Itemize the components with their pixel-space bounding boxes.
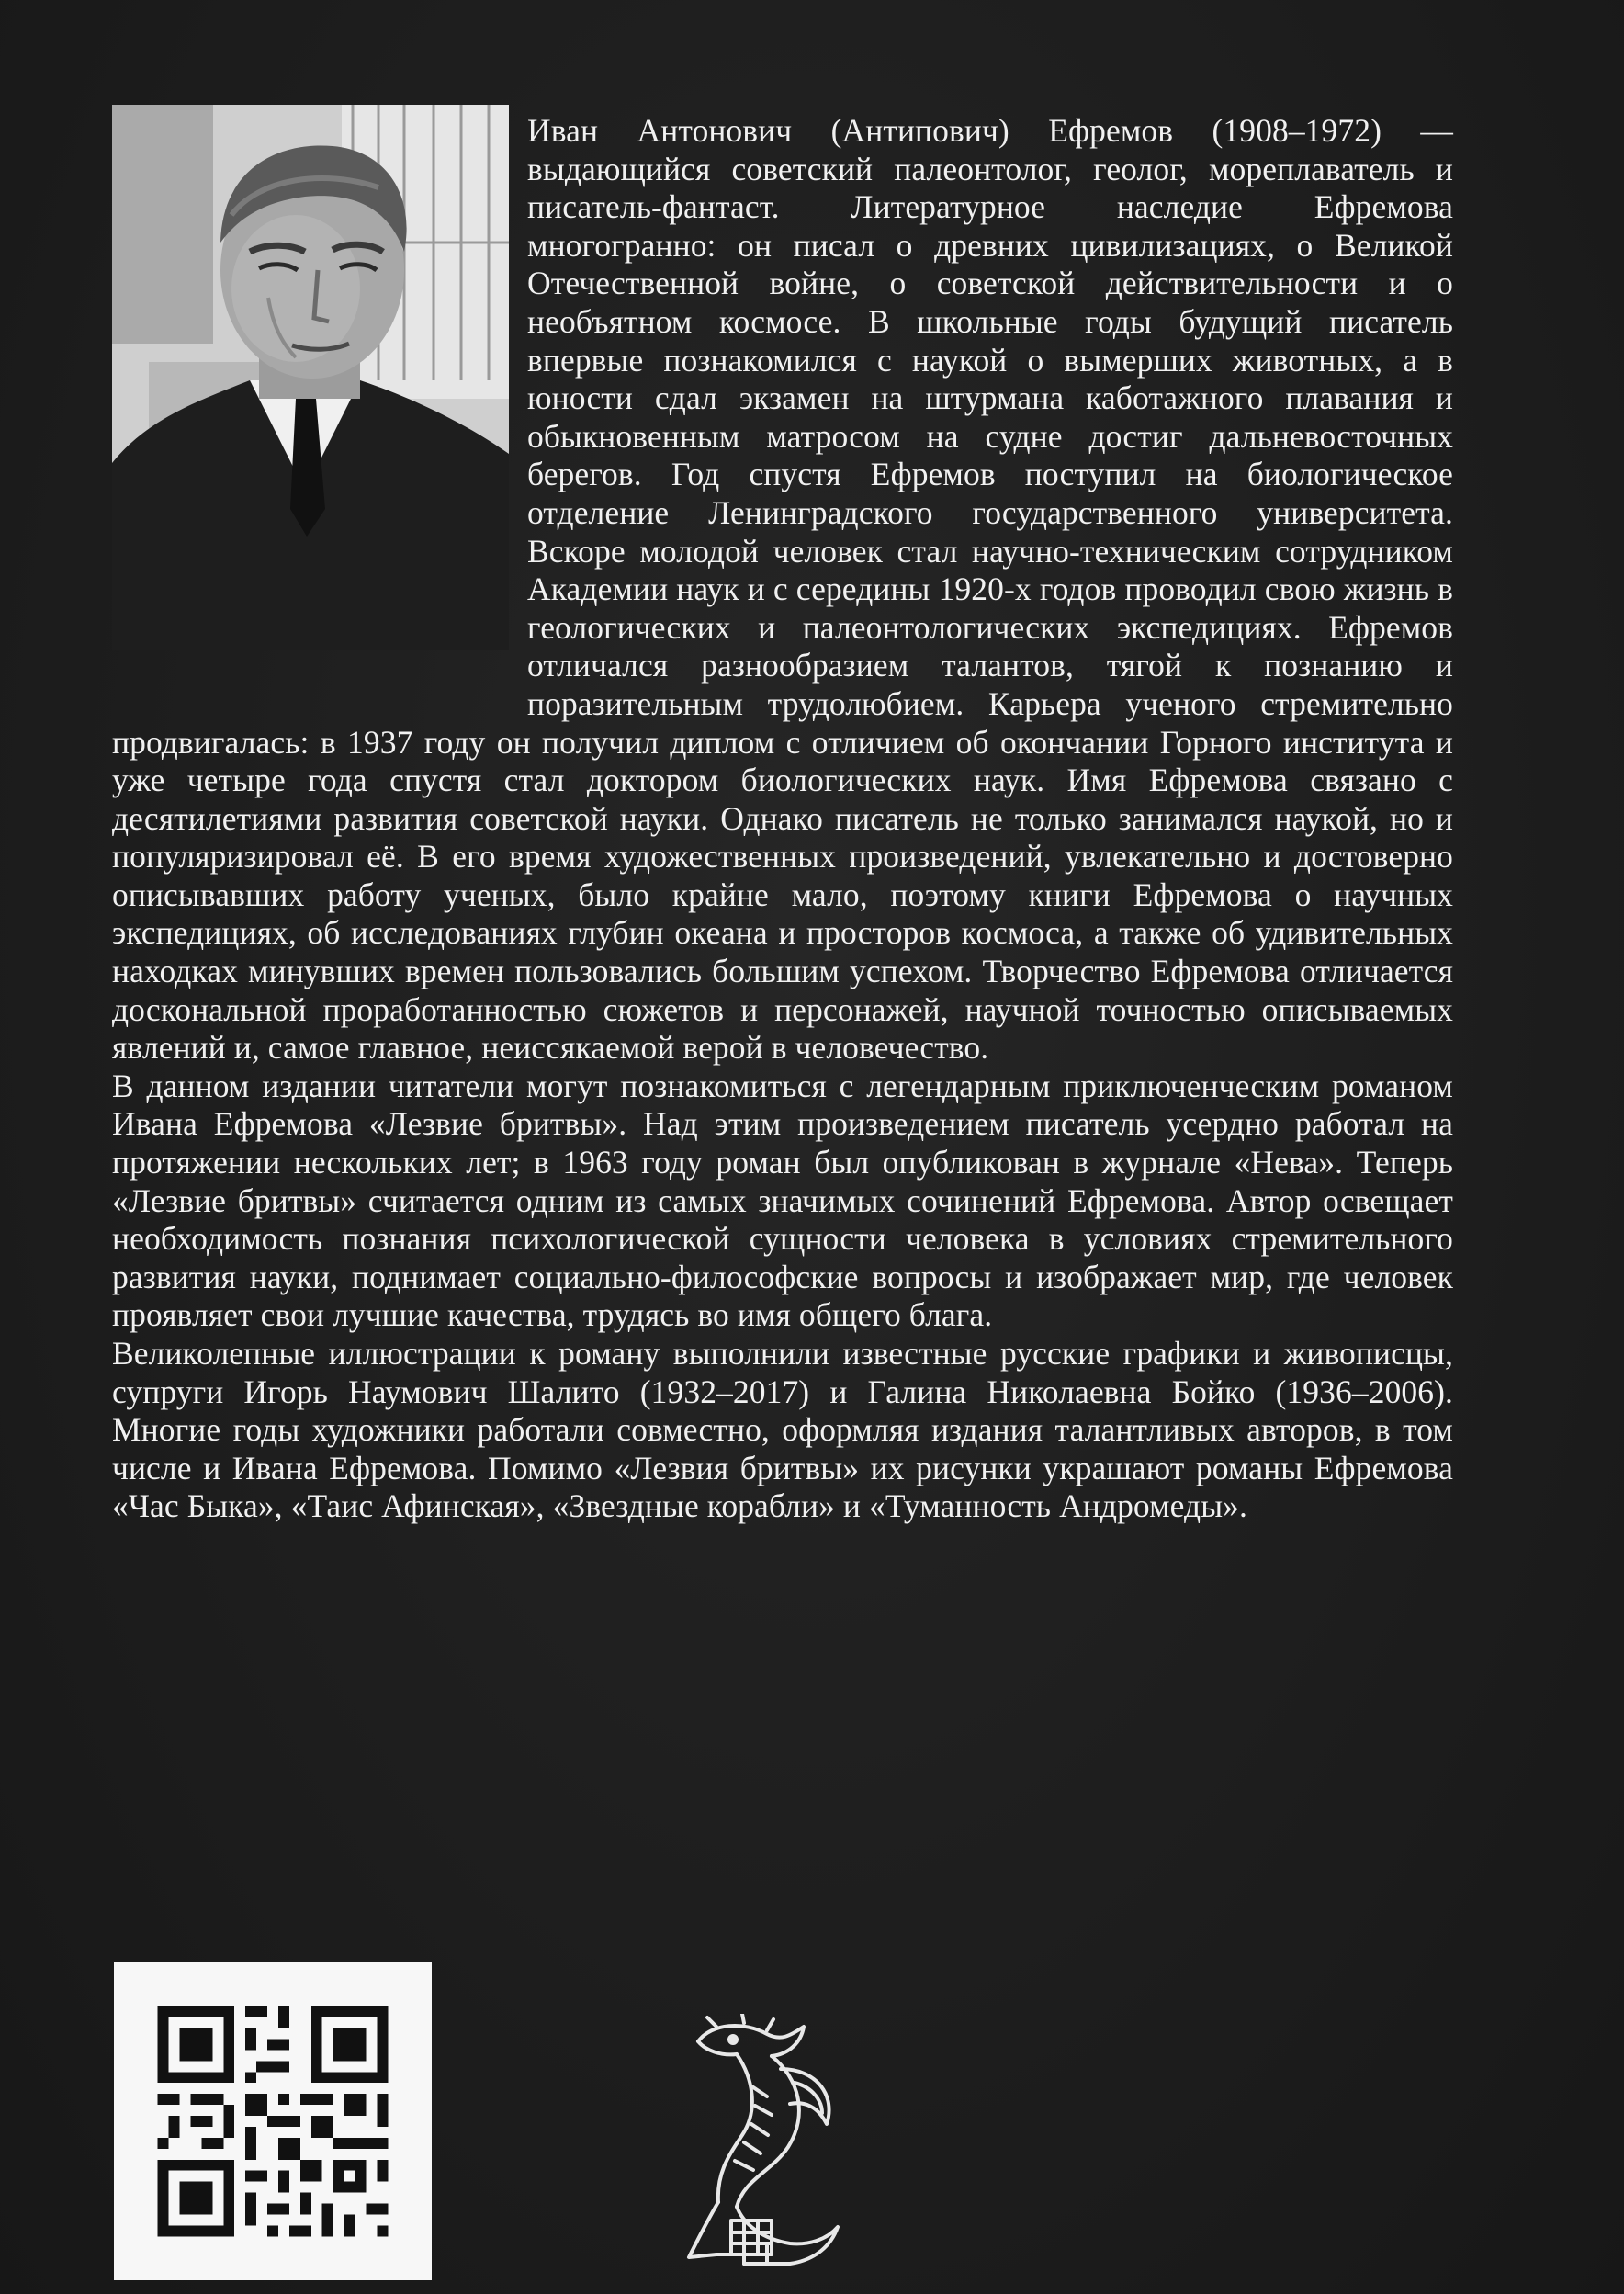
paragraph-illustrators: Великолепные иллюстрации к роману выполнили известные русские графики и живописцы, супруги Игорь Наумович Шалито (1932–2017) и Галина Николаевна Бойко (1936–2006). Многие годы художники работали совместно, оформляя издания талантливых авторов, в том числе и Ивана Ефремова. Помимо «Лезвия бритвы» их рисунки украшают романы Ефремова «Час Быка», «Таис Афинская», «Звездные корабли» и «Туманность Андромеды». [112,1335,1453,1525]
qr-code[interactable] [114,1962,432,2280]
paragraph-novel: В данном издании читатели могут познакомиться с легендарным приключенческим романом Ивана Ефремова «Лезвие бритвы». Над этим произведением писатель усердно работал на протяжении нескольких лет; в 1963 году роман был опубликован в журнале «Нева». Теперь «Лезвие бритвы» считается одним из самых значимых сочинений Ефремова. Автор освещает необходимость познания психологической сущности человека в условиях стремительного развития науки, поднимает социально-философские вопросы и изображает мир, где человек проявляет свои лучшие качества, трудясь во имя общего блага. [112,1067,1453,1334]
description-text [112,112,1453,1526]
portrait-spacer [112,112,527,693]
dragon-logo-icon [680,2014,845,2271]
paragraph-biography: Иван Антонович (Антипович) Ефремов (1908–1972) — выдающийся советский палеонтолог, геолог, мореплаватель и писатель-фантаст. Литературное наследие Ефремова многогранно: он писал о древних цивилизациях, о Великой Отечественной войне, о советской действительности и о необъятном космосе. В школьные годы будущий писатель впервые познакомился с наукой о вымерших животных, а в юности сдал экзамен на штурмана каботажного плавания и обыкновенным матросом на судне достиг дальневосточных берегов. Год спустя Ефремов поступил на биологическое отделение Ленинградского государственного университета. Вскоре молодой человек стал научно-техническим сотрудником Академии наук и с середины 1920-х годов проводил свою жизнь в геологических и палеонтологических экспедициях. Ефремов отличался разнообразием талантов, тягой к познанию и поразительным трудолюбием. Карьера ученого стремительно продвигалась: в 1937 году он получил диплом с отличием об окончании Горного института и уже четыре года спустя стал доктором биологических наук. Имя Ефремова связано с десятилетиями развития советской науки. Однако писатель не только занимался наукой, но и популяризировал её. В его время художественных произведений, увлекательно и достоверно описывавших работу ученых, было крайне мало, поэтому книги Ефремова о научных экспедициях, об исследованиях глубин океана и просторов космоса, а также об удивительных находках минувших времен пользовались большим успехом. Творчество Ефремова отличается доскональной проработанностью сюжетов и персонажей, научной точностью описываемых явлений и, самое главное, неиссякаемой верой в человечество. [112,112,1453,1067]
